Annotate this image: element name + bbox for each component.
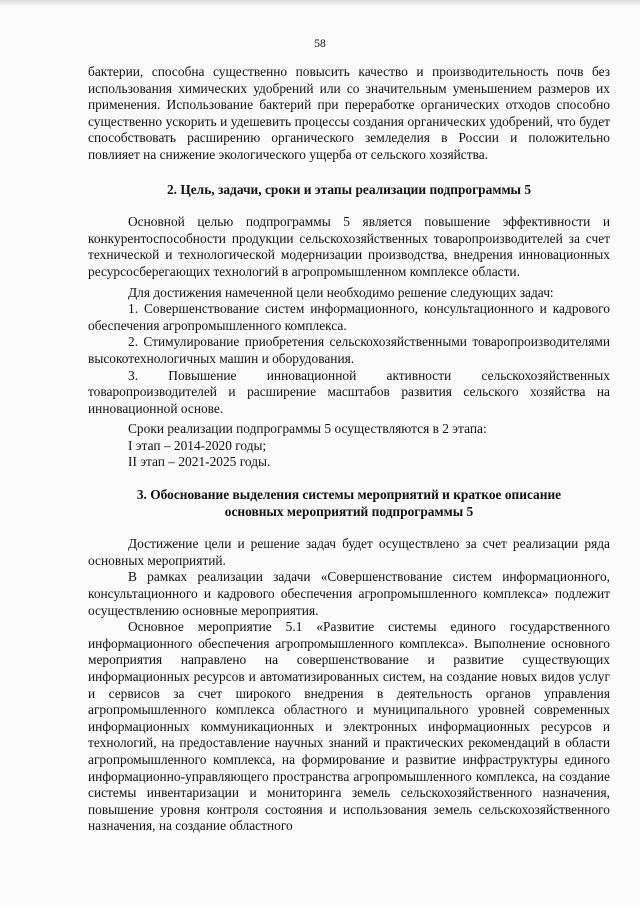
section-3-heading-line-1: 3. Обоснование выделения системы мероприятий и краткое описание	[136, 487, 562, 503]
page-number: 58	[314, 38, 326, 50]
goal-paragraph: Основной целью подпрограммы 5 является повышение эффективности и конкурентоспособности продукции сельскохозяйственных товаропроизводителей за счет технической и технологической модернизации производства, внедрения инновационных ресурсосберегающих технологий в агропромышленном комплексе области.	[88, 214, 610, 279]
tasks-intro: Для достижения намеченной цели необходимо решение следующих задач:	[128, 284, 554, 300]
section-2-heading: 2. Цель, задачи, сроки и этапы реализации подпрограммы 5	[166, 181, 532, 197]
section-3-heading-line-2: основных мероприятий подпрограммы 5	[224, 503, 474, 519]
intro-paragraph: бактерии, способна существенно повысить качество и производительность почв без использования химических удобрений или со значительным уменьшением размеров их применения. Использование бактерий при переработке органических отходов способно существенно ускорить и удешевить процессы создания органических удобрений, что будет способствовать расширению органического земледелия в России и положительно повлияет на снижение экологического ущерба от сельского хозяйства.	[88, 64, 610, 162]
section-3-paragraph-1: Достижение цели и решение задач будет осуществлено за счет реализации ряда основных мероприятий.	[88, 536, 610, 568]
task-1: 1. Совершенствование систем информационного, консультационного и кадрового обеспечения агропромышленного комплекса.	[88, 301, 610, 333]
section-3-paragraph-3: Основное мероприятие 5.1 «Развитие системы единого государственного информационного обеспечения агропромышленного комплекса». Выполнение основного мероприятия направлено на совершенствование и развитие существующих информационных ресурсов и автоматизированных систем, на создание новых видов услуг и сервисов за счет широкого внедрения в деятельность органов управления агропромышленного комплекса областного и муниципального уровней современных информационных коммуникационных и электронных информационных ресурсов и технологий, на предоставление научных знаний и практических рекомендаций в области агропромышленного комплекса, на формирование и развитие инфраструктуры единого информационно-управляющего пространства агропромышленного комплекса, на создание системы инвентаризации и мониторинга земель сельскохозяйственного назначения, повышение уровня контроля состояния и использования земель сельскохозяйственного назначения, на создание областного	[88, 619, 610, 834]
stage-1: I этап – 2014-2020 годы;	[128, 437, 267, 453]
task-3: 3. Повышение инновационной активности сельскохозяйственных товаропроизводителей и расширение масштабов развития сельского хозяйства на инновационной основе.	[88, 367, 610, 416]
document-body	[88, 64, 610, 835]
scan-edge	[0, 0, 640, 6]
task-2: 2. Стимулирование приобретения сельскохозяйственными товаропроизводителями высокотехнологичных машин и оборудования.	[88, 334, 610, 366]
terms-paragraph: Сроки реализации подпрограммы 5 осуществляются в 2 этапа:	[128, 421, 487, 437]
stage-2: II этап – 2021-2025 годы.	[128, 454, 271, 470]
section-3-paragraph-2: В рамках реализации задачи «Совершенствование систем информационного, консультационного и кадрового обеспечения агропромышленного комплекса» подлежит осуществлению основные мероприятия.	[88, 569, 610, 618]
